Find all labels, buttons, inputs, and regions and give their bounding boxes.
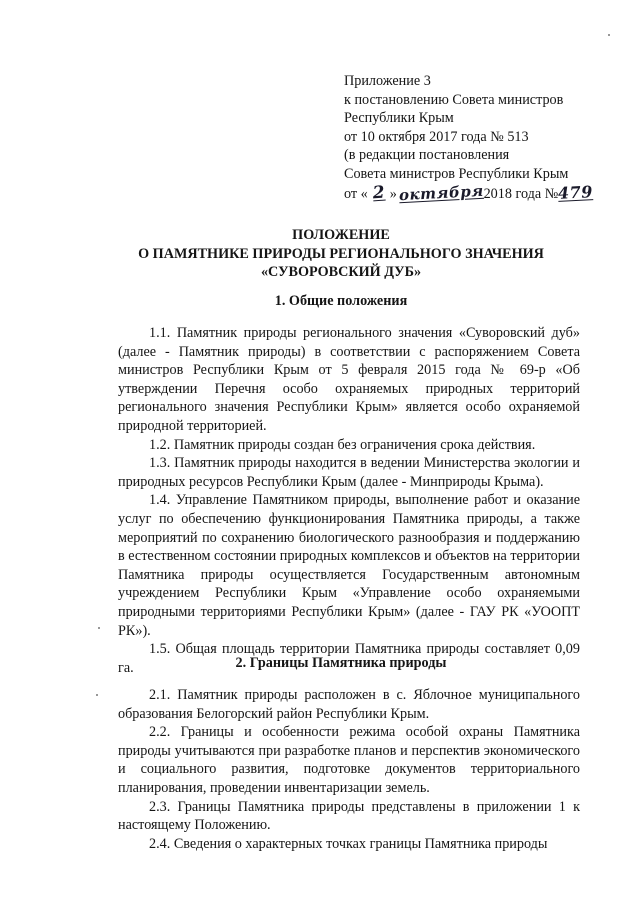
paragraph-1-3: 1.3. Памятник природы находится в ведении Министерства экологии и природных ресурсов Республики Крым (далее - Минприроды Крыма). (118, 455, 580, 490)
paragraph-1-1: 1.1. Памятник природы регионального значения «Суворовский дуб» (далее - Памятник природы) в соответствии с распоряжением Совета министров Республики Крым от 5 февраля 2015 года № 69-р «Об утверждении Перечня особо охраняемых природных территорий регионального значения Республики Крым» является особо охраняемой природной территорией. (118, 325, 580, 434)
section-2-heading: 2. Границы Памятника природы (235, 655, 447, 671)
appendix-line-4: от 10 октября 2017 года № 513 (344, 128, 529, 145)
appendix-line-1: Приложение 3 (344, 73, 431, 89)
section-2-body (118, 686, 580, 853)
date-year: 2018 года № (483, 185, 559, 202)
title-line-1: ПОЛОЖЕНИЕ (292, 227, 390, 243)
document-title (118, 226, 564, 282)
appendix-date-line (344, 181, 594, 204)
scan-speck (96, 694, 98, 696)
section-1-body (118, 324, 580, 677)
title-line-2: О ПАМЯТНИКЕ ПРИРОДЫ РЕГИОНАЛЬНОГО ЗНАЧЕНИЯ (138, 245, 544, 262)
scan-speck (98, 627, 100, 629)
handwritten-day: 2 (371, 182, 386, 203)
paragraph-1-4: 1.4. Управление Памятником природы, выполнение работ и оказание услуг по обеспечению функционирования Памятника природы, а также мероприятий по сохранению биологического разнообразия и поддержанию в естественном состоянии природных комплексов и объектов на территории Памятника природы осуществляется Государственным автономным учреждением Республики Крым «Управление особо охраняемыми природными территориями Республики Крым» (далее - ГАУ РК «УООПТ РК»). (118, 492, 580, 639)
title-line-3: «СУВОРОВСКИЙ ДУБ» (260, 264, 422, 281)
paragraph-2-4: 2.4. Сведения о характерных точках границы Памятника природы (149, 835, 548, 852)
appendix-block (344, 72, 594, 203)
handwritten-month: октября (398, 181, 484, 204)
paragraph-1-5: 1.5. Общая площадь территории Памятника природы составляет 0,09 га. (118, 641, 580, 676)
date-prefix: от « (344, 185, 368, 202)
appendix-line-6: Совета министров Республики Крым (344, 165, 569, 182)
handwritten-number: 479 (557, 181, 594, 203)
appendix-line-2: к постановлению Совета министров (344, 91, 564, 108)
appendix-line-3: Республики Крым (344, 110, 454, 127)
scan-speck (608, 34, 610, 36)
paragraph-1-2: 1.2. Памятник природы создан без ограничения срока действия. (149, 436, 536, 453)
paragraph-2-1: 2.1. Памятник природы расположен в с. Яблочное муниципального образования Белогорский район Республики Крым. (118, 687, 580, 722)
paragraph-2-3: 2.3. Границы Памятника природы представлены в приложении 1 к настоящему Положению. (118, 798, 580, 834)
paragraph-2-2: 2.2. Границы и особенности режима особой охраны Памятника природы учитываются при разработке планов и перспектив экономического и социального развития, подготовке документов территориального планирования, проведении инвентаризации земель. (118, 724, 580, 796)
date-mid: » (389, 185, 397, 202)
appendix-line-5: (в редакции постановления (344, 147, 510, 164)
section-1-heading: 1. Общие положения (274, 293, 408, 309)
